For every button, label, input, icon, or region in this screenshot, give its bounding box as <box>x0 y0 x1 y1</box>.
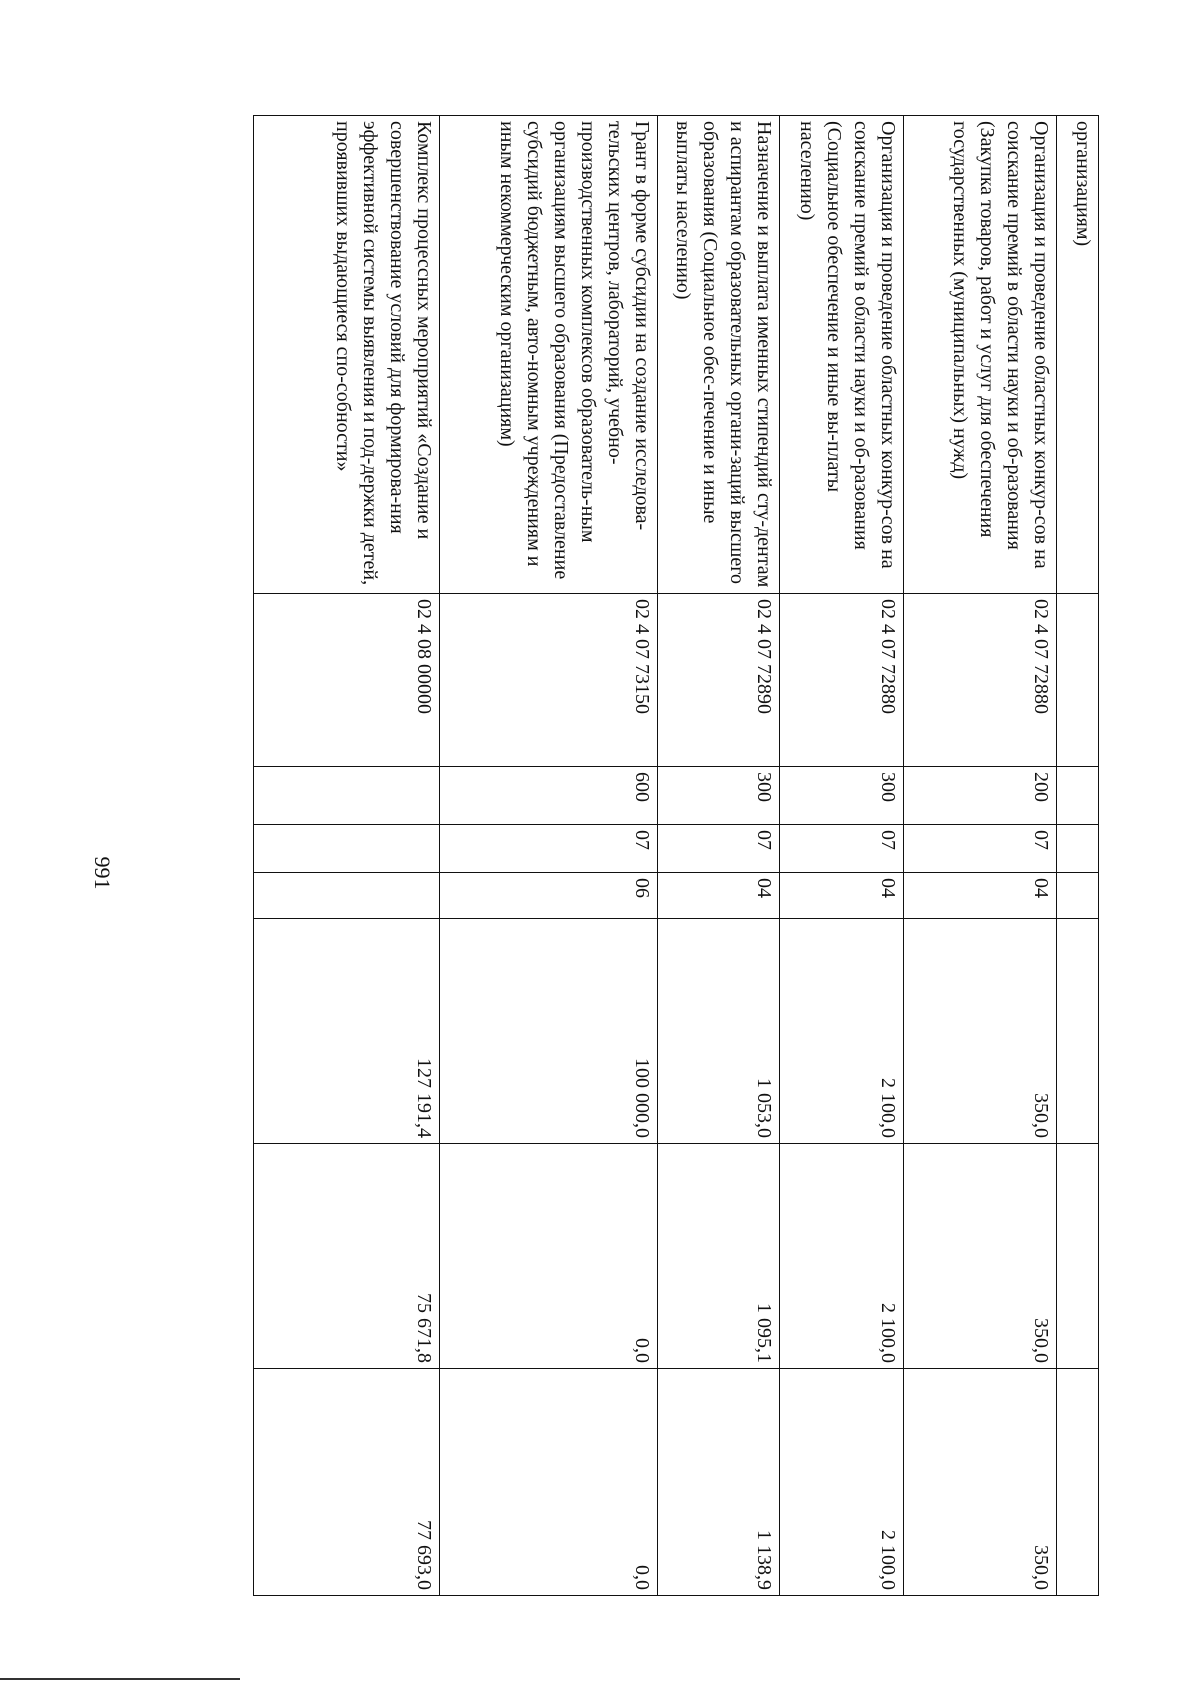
table-row <box>780 116 904 1596</box>
page-edge-line <box>0 1678 240 1680</box>
target-code-cell: 02 4 08 00000 <box>254 594 440 767</box>
amount-cell: 2 100,0 <box>780 919 904 1144</box>
table-row <box>1057 116 1099 1596</box>
expense-type-cell: 300 <box>780 767 904 825</box>
section-cell: 07 <box>440 825 658 873</box>
program-name-cell: Комплекс процессных мероприятий «Создание и совершенствование условий для формирова-ния эффективной системы выявления и под-держки детей, проявивших выдающиеся спо-собности» <box>254 116 440 594</box>
program-name-cell: организациям) <box>1057 116 1099 594</box>
expense-type-cell: 200 <box>904 767 1057 825</box>
amount-cell: 75 671,8 <box>254 1144 440 1369</box>
table-row <box>254 116 440 1596</box>
rotated-table-container <box>219 115 1099 1595</box>
section-cell: 07 <box>780 825 904 873</box>
page-number: 991 <box>90 856 115 890</box>
section-cell: 07 <box>658 825 780 873</box>
amount-cell: 100 000,0 <box>440 919 658 1144</box>
section-cell <box>1057 825 1099 873</box>
budget-table <box>253 115 1099 1596</box>
subsection-cell <box>254 873 440 919</box>
subsection-cell: 04 <box>780 873 904 919</box>
subsection-cell <box>1057 873 1099 919</box>
expense-type-cell: 600 <box>440 767 658 825</box>
table-row <box>904 116 1057 1596</box>
amount-cell: 2 100,0 <box>780 1144 904 1369</box>
target-code-cell <box>1057 594 1099 767</box>
target-code-cell: 02 4 07 72890 <box>658 594 780 767</box>
amount-cell: 350,0 <box>904 1369 1057 1596</box>
subsection-cell: 04 <box>658 873 780 919</box>
program-name-cell: Грант в форме субсидии на создание исследова-тельских центров, лабораторий, учебно-производственных комплексов образователь-ным организациям высшего образования (Предоставление субсидий бюджетным, авто-номным учреждениям и иным некоммерческим организациям) <box>440 116 658 594</box>
amount-cell <box>1057 1144 1099 1369</box>
amount-cell: 350,0 <box>904 919 1057 1144</box>
amount-cell: 0,0 <box>440 1144 658 1369</box>
amount-cell <box>1057 919 1099 1144</box>
program-name-cell: Организация и проведение областных конкур-сов на соискание премий в области науки и об-разования (Социальное обеспечение и иные вы-платы населению) <box>780 116 904 594</box>
section-cell: 07 <box>904 825 1057 873</box>
expense-type-cell <box>1057 767 1099 825</box>
target-code-cell: 02 4 07 72880 <box>904 594 1057 767</box>
amount-cell: 0,0 <box>440 1369 658 1596</box>
program-name-cell: Назначение и выплата именных стипендий сту-дентам и аспирантам образовательных органи-заций высшего образования (Социальное обес-печение и иные выплаты населению) <box>658 116 780 594</box>
amount-cell: 77 693,0 <box>254 1369 440 1596</box>
amount-cell: 1 138,9 <box>658 1369 780 1596</box>
amount-cell <box>1057 1369 1099 1596</box>
subsection-cell: 06 <box>440 873 658 919</box>
subsection-cell: 04 <box>904 873 1057 919</box>
amount-cell: 350,0 <box>904 1144 1057 1369</box>
target-code-cell: 02 4 07 73150 <box>440 594 658 767</box>
table-row <box>440 116 658 1596</box>
target-code-cell: 02 4 07 72880 <box>780 594 904 767</box>
table-row <box>658 116 780 1596</box>
amount-cell: 127 191,4 <box>254 919 440 1144</box>
expense-type-cell <box>254 767 440 825</box>
expense-type-cell: 300 <box>658 767 780 825</box>
section-cell <box>254 825 440 873</box>
amount-cell: 2 100,0 <box>780 1369 904 1596</box>
amount-cell: 1 095,1 <box>658 1144 780 1369</box>
amount-cell: 1 053,0 <box>658 919 780 1144</box>
program-name-cell: Организация и проведение областных конкур-сов на соискание премий в области науки и об-разования (Закупка товаров, работ и услуг для обеспечения государственных (муниципальных) нужд) <box>904 116 1057 594</box>
